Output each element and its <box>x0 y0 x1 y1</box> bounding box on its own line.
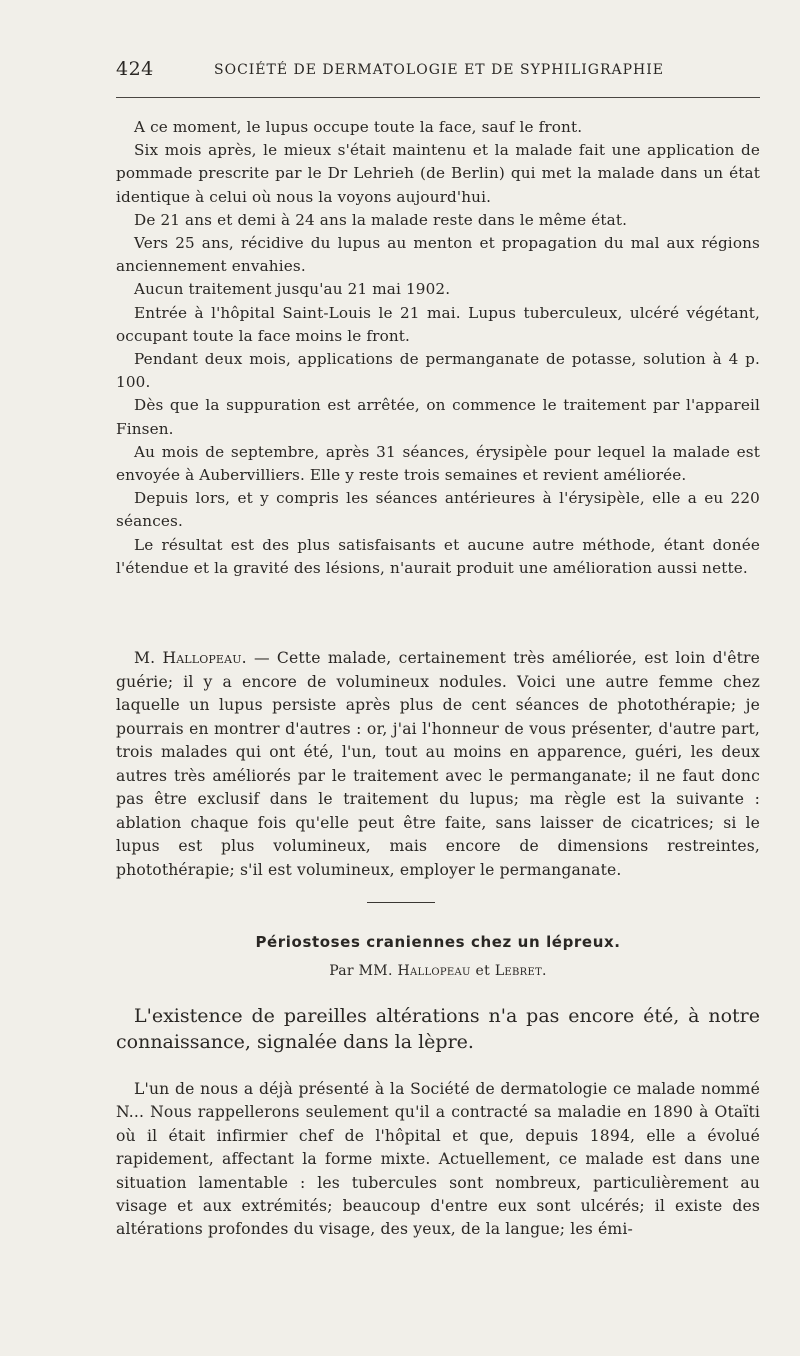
discussion-paragraph <box>116 647 760 882</box>
paragraph: Dès que la suppuration est arrêtée, on commence le traitement par l'appareil Finsen. <box>116 396 760 438</box>
author-name: Hallopeau <box>397 963 471 979</box>
paragraph: De 21 ans et demi à 24 ans la malade reste dans le même état. <box>134 210 628 229</box>
speaker-name: M. Hallopeau. <box>134 649 247 667</box>
paragraph: Vers 25 ans, récidive du lupus au menton et propagation du mal aux régions anciennement envahies. <box>116 234 760 276</box>
page-number: 424 <box>116 58 154 80</box>
lead-paragraph: L'existence de pareilles altérations n'a pas encore été, à notre connaissance, signalée dans la lèpre. <box>116 1005 760 1053</box>
byline-join: et <box>475 963 491 979</box>
paragraph: Entrée à l'hôpital Saint-Louis le 21 mai. Lupus tuberculeux, ulcéré végétant, occupant toute la face moins le front. <box>116 303 760 345</box>
paragraph: Au mois de septembre, après 31 séances, érysipèle pour lequel la malade est envoyée à Aubervilliers. Elle y reste trois semaines et revient améliorée. <box>116 442 760 485</box>
body-paragraph: L'un de nous a déjà présenté à la Société de dermatologie ce malade nommé N... Nous rappellerons seulement qu'il a contracté sa maladie en 1890 à Otaïti où il était infirmier chef de l'hôpital et que, depuis 1894, elle a évolué rapidement, affectant la forme mixte. Actuellement, ce malade est dans une situation lamentable : les tubercules sont nombreux, particulièrement au visage et aux extrémités; beaucoup d'entre eux sont ulcérés; il existe des altérations profondes du visage, des yeux, de la langue; les émi- <box>116 1080 760 1239</box>
discussion-text: — Cette malade, certainement très améliorée, est loin d'être guérie; il y a encore de volumineux nodules. Voici une autre femme chez laquelle un lupus persiste après plus de cent séances de photothérapie; je pourrais en montrer d'autres : or, j'ai l'honneur de vous présenter, d'autre part, trois malades qui ont été, l'un, tout au moins en apparence, guéri, les deux autres très améliorés par le traitement avec le permanganate; il ne faut donc pas être exclusif dans le traitement du lupus; ma règle est la suivante : ablation chaque fois qu'elle peut être faite, sans laisser de cicatrices; si le lupus est plus volumineux, mais encore de dimensions restreintes, photothérapie; s'il est volumineux, employer le permanganate. <box>116 649 761 879</box>
article-lead <box>116 1003 760 1055</box>
header-rule <box>116 97 760 98</box>
article-byline <box>116 963 760 979</box>
running-head: SOCIÉTÉ DE DERMATOLOGIE ET DE SYPHILIGRAPHIE <box>214 62 665 78</box>
article-title: Périostoses craniennes chez un lépreux. <box>255 933 621 951</box>
discussion <box>116 647 760 882</box>
byline-prefix: Par MM. <box>329 963 393 979</box>
case-history <box>116 116 760 580</box>
section-separator <box>367 902 435 903</box>
paragraph: Depuis lors, et y compris les séances antérieures à l'érysipèle, elle a eu 220 séances. <box>116 489 760 531</box>
paragraph: Le résultat est des plus satisfaisants et aucune autre méthode, étant donée l'étendue et la gravité des lésions, n'aurait produit une amélioration aussi nette. <box>116 535 760 577</box>
author-name: Lebret. <box>494 963 547 979</box>
paragraph: Six mois après, le mieux s'était maintenu et la malade fait une application de pommade prescrite par le Dr Lehrieh (de Berlin) qui met la malade dans un état identique à celui où nous la voyons aujourd'hui. <box>116 141 760 206</box>
page-header <box>116 58 760 88</box>
paragraph: Aucun traitement jusqu'au 21 mai 1902. <box>134 280 451 299</box>
article-body <box>116 1078 760 1242</box>
paragraph: A ce moment, le lupus occupe toute la face, sauf le front. <box>134 118 583 136</box>
paragraph: Pendant deux mois, applications de permanganate de potasse, solution à 4 p. 100. <box>116 350 760 392</box>
